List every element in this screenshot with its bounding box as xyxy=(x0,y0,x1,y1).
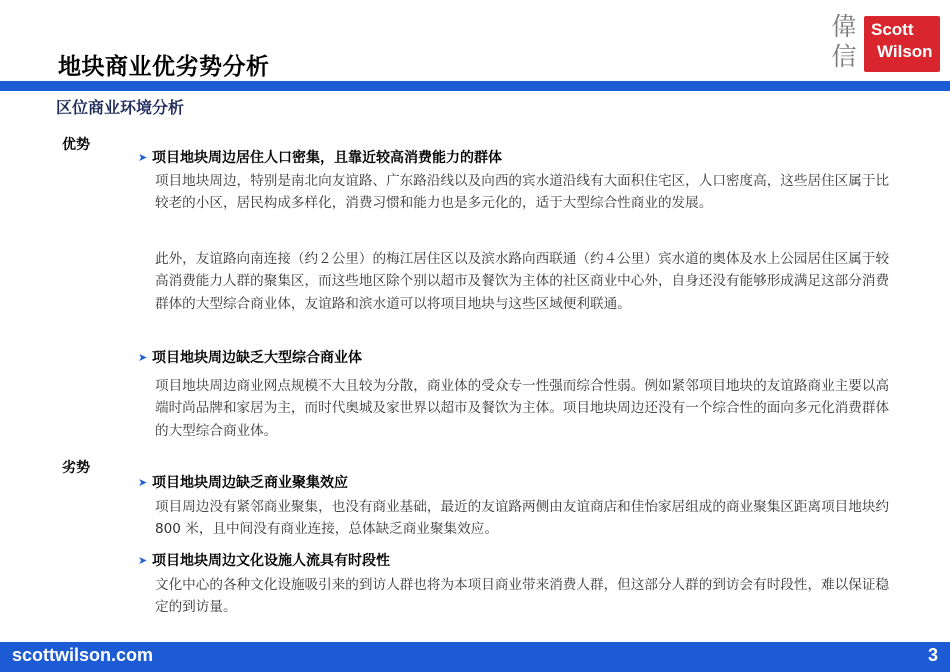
disadvantage-heading-1-text: 项目地块周边缺乏商业聚集效应 xyxy=(152,475,348,491)
logo-chinese-mark xyxy=(828,12,860,72)
arrow-bullet-icon: ➤ xyxy=(138,150,148,164)
arrow-bullet-icon: ➤ xyxy=(138,475,148,489)
section-title: 区位商业环境分析 xyxy=(56,98,185,117)
page-title: 地块商业优劣势分析 xyxy=(58,54,270,80)
advantage-1-paragraph-2: 此外，友谊路向南连接（约２公里）的梅江居住区以及滨水路向西联通（约４公里）宾水道的奥体及水上公园居住区属于较高消费能力人群的聚集区，而这些地区除个别以超市及餐饮为主体的社区商业中心外，自身还没有能够形成满足这部分消费群体的大型综合商业体，友谊路和滨水道可以将项目地块与这些区域便利联通。 xyxy=(155,251,890,312)
logo-cn-char-2: 信 xyxy=(831,42,857,71)
advantage-heading-2 xyxy=(138,347,362,367)
logo-en-line-1: Scott xyxy=(871,20,914,39)
disadvantage-1-paragraph-1: 项目周边没有紧邻商业聚集，也没有商业基础，最近的友谊路两侧由友谊商店和佳怡家居组成的商业聚集区距离项目地块约 800 米，且中间没有商业连接，总体缺乏商业聚集效应。 xyxy=(155,499,890,538)
disadvantage-heading-1 xyxy=(138,472,348,492)
disadvantages-label: 劣势 xyxy=(62,460,90,476)
logo-red-box xyxy=(864,16,940,72)
advantages-label: 优势 xyxy=(62,137,90,153)
disadvantage-heading-2-text: 项目地块周边文化设施人流具有时段性 xyxy=(152,553,390,569)
disadvantage-heading-2 xyxy=(138,550,390,570)
advantage-heading-1 xyxy=(138,147,502,167)
arrow-bullet-icon: ➤ xyxy=(138,553,148,567)
footer-bar xyxy=(0,642,950,672)
advantage-heading-1-text: 项目地块周边居住人口密集，且靠近较高消费能力的群体 xyxy=(152,150,502,166)
logo-en-line-2: Wilson xyxy=(877,42,933,61)
logo-cn-char-1: 偉 xyxy=(831,12,857,41)
scott-wilson-logo xyxy=(828,12,940,74)
arrow-bullet-icon: ➤ xyxy=(138,350,148,364)
advantage-1-paragraph-1: 项目地块周边，特别是南北向友谊路、广东路沿线以及向西的宾水道沿线有大面积住宅区，人口密度高，这些居住区属于比较老的小区，居民构成多样化，消费习惯和能力也是多元化的，适于大型综合性商业的发展。 xyxy=(155,173,890,212)
page-number: 3 xyxy=(927,645,938,665)
advantage-2-paragraph-1: 项目地块周边商业网点规模不大且较为分散，商业体的受众专一性强而综合性弱。例如紧邻项目地块的友谊路商业主要以高端时尚品牌和家居为主，而时代奥城及家世界以超市及餐饮为主体。项目地块周边还没有一个综合性的面向多元化消费群体的大型综合商业体。 xyxy=(155,378,890,439)
advantage-heading-2-text: 项目地块周边缺乏大型综合商业体 xyxy=(152,350,362,366)
disadvantage-2-paragraph-1: 文化中心的各种文化设施吸引来的到访人群也将为本项目商业带来消费人群，但这部分人群的到访会有时段性，难以保证稳定的到访量。 xyxy=(155,577,890,616)
header-divider-bar xyxy=(0,81,950,91)
footer-website: scottwilson.com xyxy=(12,645,154,665)
